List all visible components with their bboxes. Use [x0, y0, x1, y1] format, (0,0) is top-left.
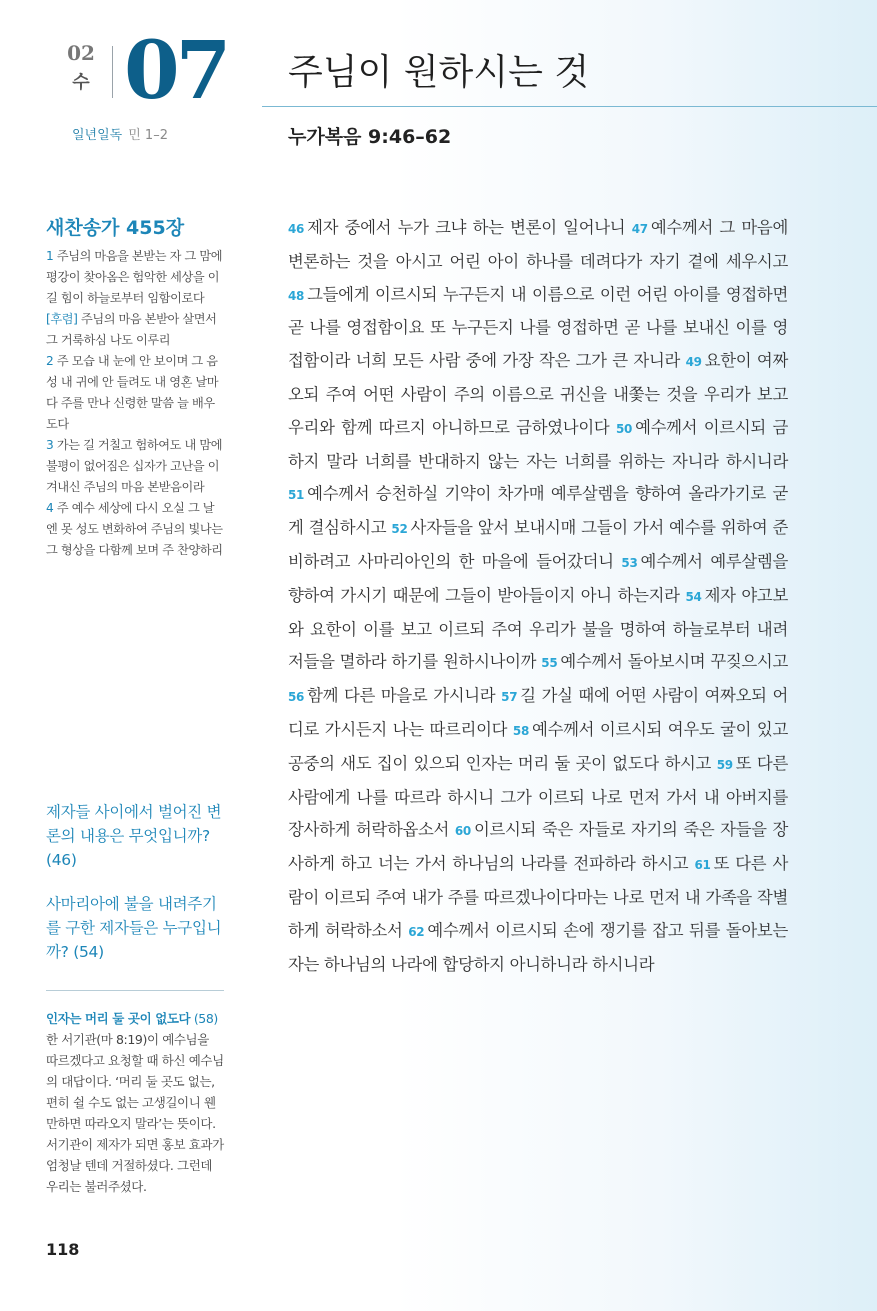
hymn-chorus: [46, 309, 224, 351]
verse-number: 62: [408, 924, 425, 939]
verse-number: 50: [615, 421, 633, 436]
chorus-label: [후렴]: [46, 312, 78, 326]
hymn-verse: [46, 246, 224, 309]
title-underline: [262, 106, 877, 107]
verse-number: 56: [288, 690, 305, 705]
question-1: 제자들 사이에서 벌어진 변론의 내용은 무엇입니까? (46): [46, 803, 222, 869]
reading-label: 일년일독: [72, 128, 123, 143]
note-text: 한 서기관(마 8:19)이 예수님을 따르겠다고 요청할 때 하신 예수님의 대답이다. ‘머리 둘 곳도 없는, 편히 쉴 수도 없는 고생길이니 웬만하면 따라오지 말라’는 뜻이다. 서기관이 제자가 되면 홍보 효과가 엄청날 텐데 거절하셨다. 그런데 우리는 불러주셨다.: [46, 1032, 224, 1194]
question-2: 사마리아에 불을 내려주기를 구한 제자들은 누구입니까? (54): [46, 895, 222, 961]
date-divider: [112, 46, 113, 98]
scripture-text: [288, 212, 788, 981]
verse-number: 1: [46, 249, 54, 263]
verse-number: 46: [288, 222, 305, 236]
verse-text: 주 모습 내 눈에 안 보이며 그 음성 내 귀에 안 들려도 내 영혼 날마다 주를 만나 신령한 말씀 늘 배우도다: [46, 354, 219, 431]
verse-number: 3: [46, 438, 54, 452]
weekday-label: 수: [72, 72, 90, 93]
scripture-reference: 누가복음 9:46–62: [288, 126, 452, 148]
verse-56: [288, 686, 495, 705]
note-reference: (58): [193, 1011, 218, 1026]
verse-number: 60: [454, 824, 471, 839]
verse-text: 주님의 마음 본받아 살면서 그 거룩하심 나도 이루리: [46, 312, 217, 347]
verse-text: 가는 길 거칠고 험하여도 내 맘에 불평이 없어짐은 십자가 고난을 이겨내신 주님의 마음 본받음이라: [46, 438, 223, 494]
verse-55: [541, 652, 788, 671]
verse-text: 예수께서 그 마음에 변론하는 것을 아시고 어린 아이 하나를 데려다가 자기 곁에 세우시고: [288, 218, 788, 271]
verse-text: 주님의 마음을 본받는 자 그 맘에 평강이 찾아옴은 험악한 세상을 이길 힘이 하늘로부터 임함이로다: [46, 249, 223, 305]
verse-number: 54: [685, 589, 702, 604]
section-divider: [46, 990, 224, 991]
page-title: 주님이 원하시는 것: [288, 52, 590, 93]
verse-text: 또 다른 사람에게 나를 따르라 하시니 그가 이르되 나로 먼저 가서 내 아버지를 장사하게 허락하옵소서: [288, 753, 788, 840]
verse-text: 그들에게 이르시되 누구든지 내 이름으로 이런 어린 아이를 영접하면 곧 나를 영접함이요 또 누구든지 나를 영접하면 곧 나를 보내신 이를 영접함이라 너희 모든 사람 중에 가장 작은 그가 큰 자니라: [288, 284, 788, 371]
verse-number: 48: [288, 288, 305, 303]
verse-text: 예수께서 이르시되 손에 쟁기를 잡고 뒤를 돌아보는 자는 하나님의 나라에 합당하지 아니하니라 하시니라: [288, 920, 788, 974]
verse-number: 53: [621, 555, 638, 570]
verse-text: 길 가실 때에 어떤 사람이 여짜오되 어디로 가시든지 나는 따르리이다: [288, 686, 788, 739]
verse-number: 52: [391, 522, 408, 537]
note-heading: 인자는 머리 둘 곳이 없도다: [46, 1011, 191, 1026]
verse-text: 제자 야고보와 요한이 이를 보고 이르되 주여 우리가 불을 명하여 하늘로부터 내려 저들을 멸하라 하기를 원하시나이까: [288, 585, 788, 672]
verse-text: 이르시되 죽은 자들로 자기의 죽은 자들을 장사하게 하고 너는 가서 하나님의 나라를 전파하라 하시고: [288, 820, 788, 874]
commentary-note: [46, 1008, 224, 1197]
verse-number: 49: [685, 355, 702, 370]
verse-text: 제자 중에서 누가 크냐 하는 변론이 일어나니: [307, 218, 626, 237]
study-questions: [46, 800, 224, 984]
verse-text: 예수께서 이르시되 금하지 말라 너희를 반대하지 않는 자는 너희를 위하는 자니라 하시니라: [288, 417, 788, 471]
verse-text: 예수께서 예루살렘을 향하여 가시기 때문에 그들이 받아들이지 아니 하는지라: [288, 551, 788, 605]
hymn-verse: [46, 498, 224, 561]
verse-text: 또 다른 사람이 이르되 주여 내가 주를 따르겠나이다마는 나로 먼저 내 가족을 작별하게 허락하소서: [288, 854, 788, 940]
verse-number: 4: [46, 501, 54, 515]
page-number: 118: [46, 1240, 80, 1259]
hymn-verse: [46, 435, 224, 498]
month-label: 02: [67, 41, 95, 65]
verse-number: 55: [541, 656, 558, 671]
verse-text: 요한이 여짜오되 주여 어떤 사람이 주의 이름으로 귀신을 내쫓는 것을 우리가 보고 우리와 함께 따르지 아니하므로 금하였나이다: [288, 351, 788, 437]
hymn-verse: [46, 351, 224, 435]
verse-text: 사자들을 앞서 보내시매 그들이 가서 예수를 위하여 준비하려고 사마리아인의 한 마을에 들어갔더니: [288, 518, 788, 571]
verse-46: [288, 218, 625, 237]
hymn-section: [46, 214, 224, 561]
verse-number: 59: [716, 757, 733, 772]
verse-number: 51: [288, 488, 305, 503]
verse-number: 58: [512, 723, 530, 738]
hymn-title: 새찬송가 455장: [46, 217, 185, 239]
yearly-reading: [72, 126, 168, 146]
verse-number: 2: [46, 354, 54, 368]
verse-text: 예수께서 돌아보시며 꾸짖으시고: [560, 652, 788, 672]
verse-text: 예수께서 승천하실 기약이 차가매 예루살렘을 향하여 올라가기로 굳게 결심하시고: [288, 484, 788, 538]
reading-reference: 민 1–2: [128, 128, 168, 143]
page-header: [0, 0, 877, 180]
verse-number: 61: [694, 858, 711, 873]
day-number: 07: [124, 23, 228, 117]
verse-number: 47: [631, 222, 648, 236]
verse-text: 주 예수 세상에 다시 오실 그 날엔 못 성도 변화하여 주님의 빛나는 그 형상을 다함께 보며 주 찬양하리: [46, 501, 223, 557]
verse-number: 57: [501, 690, 518, 705]
verse-text: 함께 다른 마을로 가시니라: [307, 686, 496, 706]
verse-text: 예수께서 이르시되 여우도 굴이 있고 공중의 새도 집이 있으되 인자는 머리 둘 곳이 없도다 하시고: [288, 719, 788, 773]
